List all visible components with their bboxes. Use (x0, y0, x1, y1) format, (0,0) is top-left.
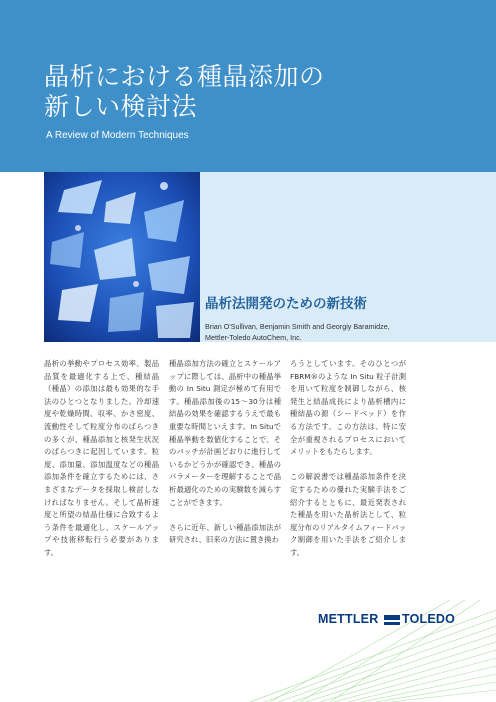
title-line-2: 新しい検討法 (44, 92, 198, 121)
paragraph: この解説書では種晶添加条件を決定するための優れた実験手法をご紹介するとともに、最近発表された種晶を用いた晶析法として、粒度分布のリアルタイムフィードバック制御を用いた手法をご紹介します。 (290, 472, 406, 557)
paragraph: 種晶添加方法の確立とスケールアップに際しては、晶析中の種晶挙動の In Situ 測定が極めて有用です。種晶添加後の15～30分は種結晶の効果を確認するうえで最も重要な時間といえます。In Situで種晶挙動を数値化することで、そのバッチが計画どおりに進行しているかどうかが確認でき、種晶のパラメーターを理解することで晶析最適化のための実験数を減らすことができます。 (169, 359, 281, 507)
authors (205, 321, 465, 343)
authors-line-2: Mettler-Toledo AutoChem, Inc. (205, 333, 302, 342)
paragraph: ろうとしています。そのひとつがFBRM®のような In Situ 粒子計測を用いて粒度を制御しながら、核発生と結晶成長により晶析槽内に種結晶の源（シードベッド）を作る方法です。この方法は、特に安全が重視されるプロセスにおいてメリットをもたらします。 (290, 359, 406, 457)
logo-text-left: METTLER (318, 612, 379, 626)
mettler-toledo-logo (318, 612, 458, 634)
title-line-1: 晶析における種晶添加の (44, 62, 325, 91)
body-column-2 (169, 358, 281, 560)
page-title (44, 62, 325, 122)
page-subtitle: A Review of Modern Techniques (46, 130, 189, 141)
image-caption-panel (200, 172, 496, 342)
section-title: 晶析法開発のための新技術 (205, 296, 367, 312)
body-column-3 (290, 358, 406, 572)
logo-text-right: TOLEDO (402, 612, 456, 626)
authors-line-1: Brian O'Sullivan, Benjamin Smith and Georgiy Baramidze, (205, 322, 390, 331)
crystal-photo (44, 172, 200, 342)
logo-mark-icon (381, 609, 403, 629)
paragraph: さらに近年、新しい種晶添加法が研究され、旧来の方法に置き換わ (169, 522, 281, 545)
paragraph: 晶析の挙動やプロセス効率、製品品質を最適化する上で、種結晶（種晶）の添加は最も効果的な手法のひとつとなりました。冷却速度や乾燥時間、収率、かさ密度、流動性そして粒度分布のばらつきの多くが、種晶添加と核発生状況のばらつきに起因しています。粒度、添加量、添加温度などの種晶添加条件を確立するためには、さまざまなデータを採取し検討しなければなりません。そして晶析速度と所望の結晶仕様に合致するよう条件を最適化し、スケールアップや技術移転行う必要があります。 (44, 359, 159, 557)
body-column-1 (44, 358, 159, 572)
